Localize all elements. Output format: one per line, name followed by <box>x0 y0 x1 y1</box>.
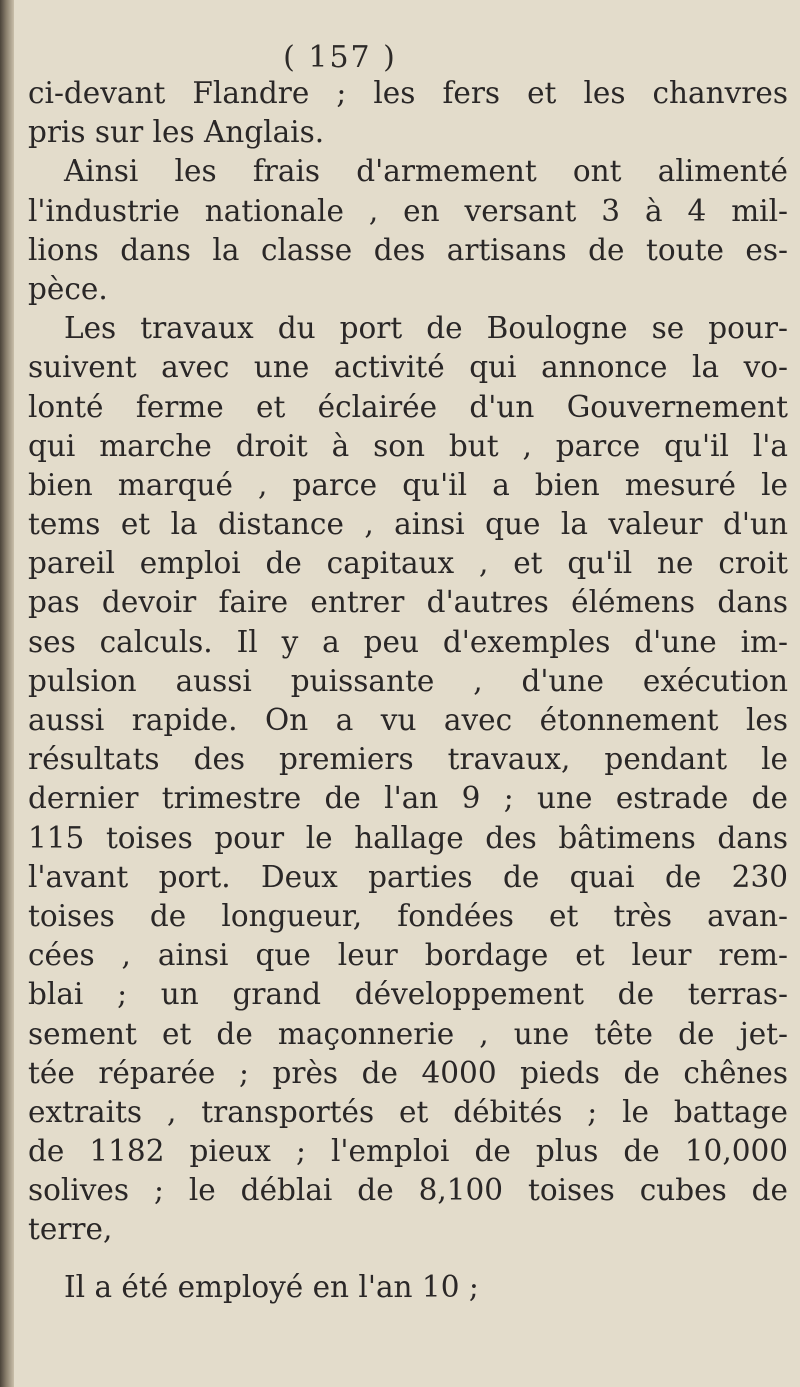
text-line: l'avant port. Deux parties de quai de 230 <box>28 859 788 894</box>
text-line: pas devoir faire entrer d'autres élémens dans <box>28 585 788 620</box>
text-line: 115 toises pour le hallage des bâtimens dans <box>28 820 788 855</box>
text-line: pèce. <box>28 271 108 306</box>
text-line: blai ; un grand développement de terras- <box>28 977 788 1012</box>
text-line: dernier trimestre de l'an 9 ; une estrade de <box>28 781 788 816</box>
paragraph-gap <box>28 1250 788 1268</box>
text-line: pulsion aussi puissante , d'une exécution <box>28 663 788 698</box>
text-line: ci-devant Flandre ; les fers et les chanvres <box>28 76 788 110</box>
text-line: pareil emploi de capitaux , et qu'il ne croit <box>28 546 788 581</box>
text-line: lions dans la classe des artisans de toute es- <box>28 232 788 267</box>
text-line: aussi rapide. On a vu avec étonnement les <box>28 703 788 737</box>
text-line: qui marche droit à son but , parce qu'il l'a <box>28 428 788 463</box>
text-line: extraits , transportés et débités ; le battage <box>28 1094 788 1129</box>
text-line: Ainsi les frais d'armement ont alimenté <box>64 154 788 189</box>
text-line: terre, <box>28 1212 113 1247</box>
text-line: l'industrie nationale , en versant 3 à 4 mil- <box>28 193 788 228</box>
text-line: bien marqué , parce qu'il a bien mesuré le <box>28 467 788 502</box>
text-line: pris sur les Anglais. <box>28 115 325 150</box>
text-line: solives ; le déblai de 8,100 toises cubes de <box>28 1173 788 1208</box>
body-text <box>28 74 788 1307</box>
text-line: sement et de maçonnerie , une tête de jet- <box>28 1016 788 1051</box>
page-binding-edge <box>0 0 14 1387</box>
page-number: ( 157 ) <box>283 40 397 75</box>
text-line: Il a été employé en l'an 10 ; <box>64 1269 479 1304</box>
text-line: ses calculs. Il y a peu d'exemples d'une im- <box>28 624 788 659</box>
text-line: tée réparée ; près de 4000 pieds de chênes <box>28 1055 788 1090</box>
text-line: lonté ferme et éclairée d'un Gouvernement <box>28 389 788 424</box>
text-line: suivent avec une activité qui annonce la vo- <box>28 350 788 385</box>
text-line: toises de longueur, fondées et très avan- <box>28 898 788 933</box>
text-line: tems et la distance , ainsi que la valeur d'un <box>28 507 788 542</box>
text-line: cées , ainsi que leur bordage et leur rem- <box>28 938 788 973</box>
text-line: résultats des premiers travaux, pendant le <box>28 742 788 777</box>
text-line: Les travaux du port de Boulogne se pour- <box>64 311 788 346</box>
text-line: de 1182 pieux ; l'emploi de plus de 10,000 <box>28 1134 788 1169</box>
